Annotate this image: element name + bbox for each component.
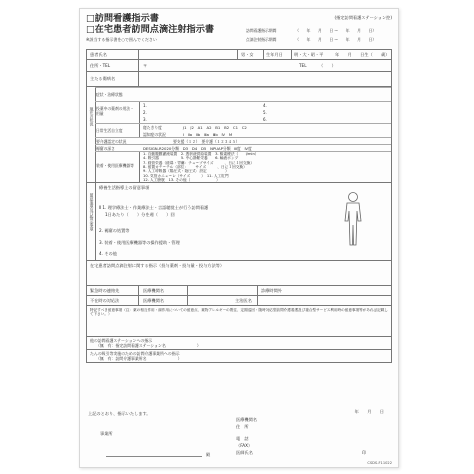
care-level-value[interactable]: 要支援（１２） 要介護（１２３４５） — [173, 139, 240, 144]
office-label: 事業所 — [100, 431, 113, 436]
pressure-ulcer-value[interactable]: DESIGN-R2020分類 D3 D4 D5 NPUAP分類 Ⅲ度 Ⅳ度 — [143, 146, 252, 151]
medication-label: 投薬中の薬剤の用法・用量 — [96, 106, 134, 116]
instruction-item-1[interactable]: Ⅱ 1. 理学療法士・作業療法士・言語聴覚士が行う訪問看護 — [99, 205, 209, 210]
med-item-2[interactable]: 2. — [143, 110, 147, 115]
medical-devices-section — [95, 151, 391, 183]
facility-fax-label: （FAX） — [236, 443, 253, 448]
bedridden-values[interactable]: J1 J2 A1 A2 B1 B2 C1 C2 — [183, 125, 247, 130]
nursing-period-value[interactable]: （ 年 月 日 〜 年 月 日） — [295, 28, 377, 33]
doctor-name-label: 医師氏名 — [236, 450, 253, 455]
drip-period — [246, 37, 376, 43]
facility-address-label: 住 所 — [236, 424, 249, 429]
other-station-title: 他の訪問看護ステーションへの指示 — [90, 338, 153, 343]
instruction-statement: 上記のとおり、指示いたします。 — [88, 411, 151, 416]
device-line-2[interactable]: 4. 吸引器 5. 中心静脈栄養 6. 輸液ポンプ — [143, 156, 239, 161]
adl-section — [95, 123, 391, 138]
med-item-3[interactable]: 3. — [143, 117, 147, 122]
title-visiting-nurse-instruction: □訪問看護指示書 — [86, 13, 159, 24]
absence-clinic-name-label: 医療機関名 — [143, 298, 164, 303]
med-item-5[interactable]: 5. — [263, 110, 267, 115]
instruction-form-sheet — [79, 8, 399, 468]
facility-tel-label: 電 話 — [236, 436, 249, 441]
suction-instruction-title: たんの吸引等実施のための訪問介護事業所への指示 — [90, 351, 180, 356]
instructions-vertical-label: 留意事項及び指示事項 — [90, 193, 95, 231]
nursing-period — [246, 28, 376, 34]
tel-label: TEL — [299, 63, 307, 68]
suction-instruction-text[interactable]: （無 有：訪問介護事業所名 ） — [96, 356, 182, 361]
device-line-4[interactable]: 8. 留置カテーテル（部位： サイズ 、日に１回交換） — [143, 164, 247, 169]
special-notes-row — [86, 306, 392, 337]
instruction-item-1-frequency[interactable]: 1日あたり（ ）分を週（ ）回 — [105, 212, 175, 217]
dob-label: 生年月日 — [266, 52, 283, 57]
facility-name-label: 医療機関名 — [236, 417, 257, 422]
honorific-dono: 殿 — [206, 452, 211, 457]
home-drip-instruction-label: 在宅患者訪問点滴注射に関する指示（投与薬剤・投与量・投与方法等） — [90, 263, 225, 268]
device-line-1[interactable]: 1. 自動腹膜灌流装置 2. 透析液供給装置 3. 酸素療法（ l/min） — [143, 152, 259, 156]
current-condition-block — [86, 87, 392, 183]
emergency-contact-label: 緊急時の連絡先 — [87, 286, 139, 295]
drip-period-label: 点滴注射指示期間 — [246, 37, 277, 42]
med-item-1[interactable]: 1. — [143, 103, 147, 108]
form-header — [86, 14, 392, 46]
address-label: 住所・TEL — [87, 60, 139, 71]
postal-mark: 〒 — [143, 63, 148, 68]
body-diagram-icon[interactable] — [335, 191, 371, 247]
station-copy-label: (指定訪問看護ステーション控) — [334, 15, 392, 20]
after-hours-label: 診療時間外 — [261, 288, 282, 293]
adl-label: 日常生活自立度 — [96, 128, 123, 133]
instructions-block — [86, 183, 392, 261]
dementia-label: 認知症の状況 — [143, 132, 166, 137]
attending-doctor-label: 主治医名 — [235, 298, 252, 303]
form-table — [86, 49, 392, 363]
emergency-contact-row — [86, 286, 392, 296]
instruction-item-4[interactable]: 4. その他 — [99, 251, 117, 256]
absence-response-row — [86, 296, 392, 306]
diagnosis-row — [86, 72, 392, 87]
drip-period-value[interactable]: （ 年 月 日 〜 年 月 日） — [295, 37, 377, 42]
current-condition-vertical-label: 現在の状況 — [90, 107, 95, 126]
emergency-clinic-name-label: 医療機関名 — [143, 288, 164, 293]
symptoms-label: 症状・治療状態 — [96, 92, 123, 97]
dob-eras[interactable]: 明・大・昭・平 — [294, 52, 324, 57]
absence-response-label: 不在時の対応法 — [87, 296, 139, 305]
patient-name-label: 患者氏名 — [87, 50, 139, 59]
device-line-6[interactable]: 10. 気管カニューレ（サイズ ） 11. 人工肛門 — [143, 173, 229, 178]
signature-area — [86, 409, 392, 465]
med-item-6[interactable]: 6. — [263, 117, 267, 122]
title-home-drip-instruction: □在宅患者訪問点滴注射指示書 — [86, 24, 215, 35]
other-station-row — [86, 337, 392, 350]
suction-instruction-row — [86, 350, 392, 363]
form-code: CSDS-F11022 — [367, 461, 392, 465]
device-line-7[interactable]: 12. 人工膀胱 13. その他（ ） — [143, 177, 220, 182]
tel-value[interactable]: （ ） — [319, 63, 336, 68]
instruction-item-2[interactable]: 2. 褥瘡の処置等 — [99, 228, 130, 233]
device-line-5[interactable]: 9. 人工呼吸器（陽圧式・陰圧式：設定 ） — [143, 169, 229, 174]
diagnosis-label: 主たる傷病名 — [87, 72, 139, 86]
patient-name-row — [86, 49, 392, 60]
dob-value[interactable]: 年 月 日生（ 歳） — [335, 52, 390, 57]
nursing-period-label: 訪問看護指示期間 — [246, 28, 277, 33]
office-name-line[interactable] — [106, 456, 202, 457]
care-notes-label: 療養生活指導上の留意事項 — [99, 185, 150, 190]
instruction-item-3[interactable]: 3. 装着・使用医療機器等の操作援助・管理 — [99, 240, 180, 245]
device-line-3[interactable]: 7. 経管栄養（経鼻・胃瘻：チューブサイズ 、日に１回交換） — [143, 160, 255, 165]
address-row — [86, 60, 392, 72]
gender-options[interactable]: 男・女 — [241, 52, 254, 57]
special-notes-label: 特記すべき留意事項（注：薬の相互作用・副作用についての留意点、薬物アレルギーの既往、定期巡回・随時対応型訪問介護看護及び複合型サービス利用時の留意事項等があれば記載して下さい。） — [90, 308, 388, 317]
circle-instruction-note: ※該当する指示書を○で囲んでください — [86, 37, 157, 42]
issue-date[interactable]: 年 月 日 — [354, 409, 384, 414]
symptoms-section — [95, 87, 391, 102]
medical-devices-label: 装着・使用医療機器等 — [96, 163, 134, 168]
home-drip-instruction-row — [86, 261, 392, 286]
pressure-ulcer-label: 褥瘡の深さ — [96, 146, 115, 151]
bedridden-label: 寝たきり度 — [143, 125, 162, 130]
seal-mark: 印 — [361, 450, 366, 455]
care-level-label: 要介護認定の状況 — [96, 139, 127, 144]
med-item-4[interactable]: 4. — [263, 103, 267, 108]
dementia-values[interactable]: Ⅰ Ⅱa Ⅱb Ⅲa Ⅲb Ⅳ M — [183, 132, 233, 137]
medication-section — [95, 101, 391, 124]
other-station-text[interactable]: （無 有：指定訪問看護ステーション名 ） — [96, 343, 201, 348]
